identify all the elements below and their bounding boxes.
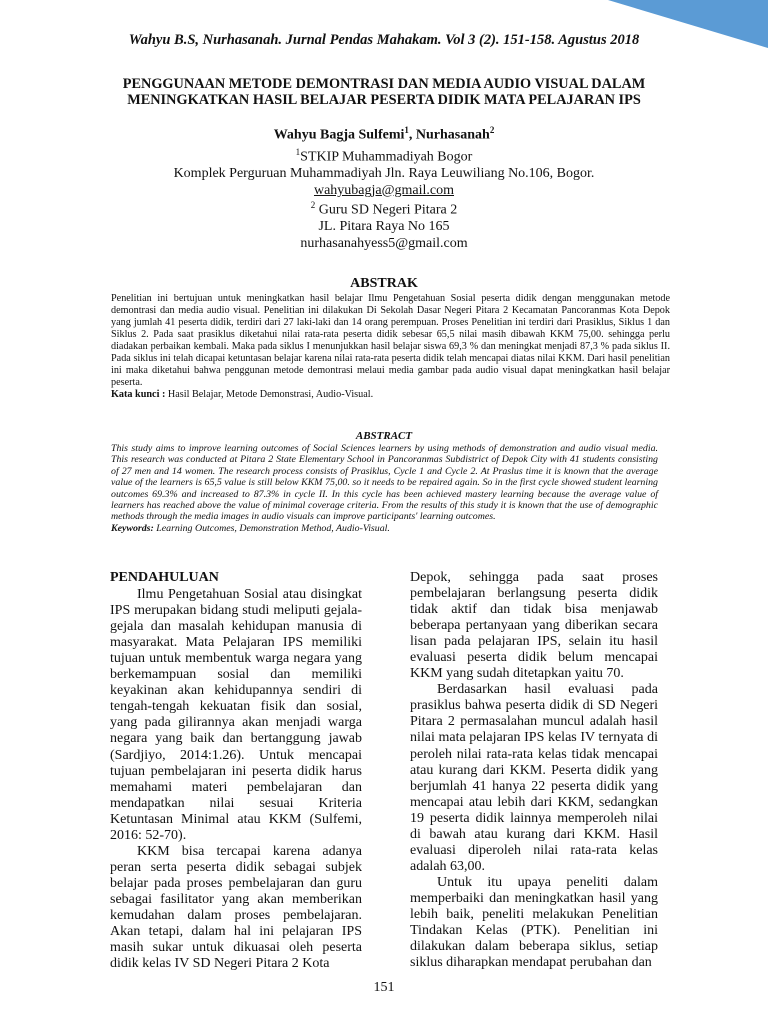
- paragraph: Untuk itu upaya peneliti dalam memperbaiki dan meningkatkan hasil yang lebih baik, peneliti melakukan Penelitian Tindakan Kelas (PTK). Penelitian ini dilakukan dalam beberapa siklus, setiap siklus diharapkan mendapat perubahan dan: [410, 874, 658, 971]
- author-1-email-link[interactable]: wahyubagja@gmail.com: [313, 182, 455, 198]
- paragraph: Ilmu Pengetahuan Sosial atau disingkat IPS merupakan bidang studi meliputi gejala-gejala dan masalah kehidupan manusia di masyarakat. Mata Pelajaran IPS memiliki tujuan untuk membentuk warga negara yang berkemampuan sosial dan memiliki keyakinan akan kehidupannya sendiri di tengah-tengah kekuatan fisik dan sosial, yang pada gilirannya akan menjadi warga negara yang baik dan bertanggung jawab (Sardjiyo, 2014:1.26). Untuk mencapai tujuan pembelajaran ini peserta didik harus memahami materi pembelajaran dan mendapatkan nilai sesuai Kriteria Ketuntasan Minimal atau KKM (Sulfemi, 2016: 52-70).: [110, 587, 362, 843]
- kata-kunci: Kata kunci : Hasil Belajar, Metode Demonstrasi, Audio-Visual.: [111, 388, 374, 400]
- body-column-right: [410, 570, 658, 971]
- abstract-section: [111, 443, 658, 534]
- paragraph: KKM bisa tercapai karena adanya peran serta peserta didik sebagai subjek belajar pada proses pembelajaran dan guru sebagai fasilitator yang akan memberikan kemudahan dalam proses pembelajaran. Akan tetapi, dalam hal ini pelajaran IPS masih sukar untuk dikuasai oleh peserta didik kelas IV SD Negeri Pitara 2 Kota: [110, 843, 362, 972]
- author-block: [0, 122, 768, 199]
- affiliation-1: $^1$STKIP Muhammadiyah Bogor: [295, 147, 473, 165]
- paragraph: Depok, sehingga pada saat proses pembelajaran berlangsung peserta didik tidak aktif dan tidak bisa menjawab beberapa pertanyaan yang diberikan secara lisan pada pelajaran IPS, selain itu hasil evaluasi peserta didik belum mencapai KKM yang sudah ditetapkan yaitu 70.: [410, 570, 658, 682]
- abstract-text: This study aims to improve learning outcomes of Social Sciences learners by using methods of demonstration and audio visual media. This research was conducted at Pitara 2 State Elementary School in Pancoranmas Subdistrict of Depok City with 41 students consisting of 27 men and 14 women. The research process consists of Prasiklus, Cycle 1 and Cycle 2. At Praslus time it is known that the average value of the learners is 65,5 value is still below KKM 75,00. so it needs to be repaired again. So in the first cycle showed student learning outcomes 69.3% and increased to 87.3% in cycle II. In this cycle has been achieved mastery learning because the average value of learners has reached above the value of minimal coverage criteria. From the results of this study it is known that the use of demographic methods through the media images in audio visuals can improve participants' learning outcomes.: [111, 443, 658, 523]
- author-names: Wahyu Bagja Sulfemi$^1$, Nurhasanah$^2$: [273, 125, 495, 143]
- affiliation-2: $^2$ Guru SD Negeri Pitara 2: [310, 200, 458, 218]
- author-1: Wahyu Bagja Sulfemi: [273, 127, 405, 143]
- page-number: 151: [373, 980, 395, 995]
- section-heading-pendahuluan: PENDAHULUAN: [110, 570, 219, 585]
- abstrak-heading: ABSTRAK: [350, 276, 418, 291]
- affiliation-2-address: JL. Pitara Raya No 165: [318, 219, 450, 235]
- abstrak-section: [111, 293, 670, 401]
- author-2: , Nurhasanah: [408, 127, 490, 143]
- journal-citation: Wahyu B.S, Nurhasanah. Jurnal Pendas Mahakam. Vol 3 (2). 151-158. Agustus 2018: [128, 32, 640, 48]
- keywords: Keywords: Learning Outcomes, Demonstration Method, Audio-Visual.: [111, 522, 390, 534]
- paper-title: [80, 76, 688, 108]
- author-2-email: nurhasanahyess5@gmail.com: [300, 235, 468, 251]
- paragraph: Berdasarkan hasil evaluasi pada prasiklus bahwa peserta didik di SD Negeri Pitara 2 permasalahan muncul adalah hasil nilai mata pelajaran IPS kelas IV ternyata di peroleh nilai rata-rata kelas tidak mencapai atau kurang dari KKM. Peserta didik yang berjumlah 41 hanya 22 peserta didik yang mencapai atau lebih dari KKM, sedangkan 19 peserta didik lainnya memperoleh nilai di bawah atau kurang dari KKM. Hasil evaluasi diperoleh nilai rata-rata kelas adalah 63,00.: [410, 682, 658, 874]
- abstrak-text: Penelitian ini bertujuan untuk meningkatkan hasil belajar Ilmu Pengetahuan Sosial peserta didik dengan menggunakan metode demontrasi dan media audio visual. Penelitian ini dilakukan Di Sekolah Dasar Negeri Pitara 2 Kecamatan Pancoranmas Kota Depok yang jumlah 41 peserta didik, terdiri dari 27 laki-laki dan 14 orang perempuan. Proses Penelitian ini terdiri dari Prasiklus, Siklus 1 dan Siklus 2. Pada saat prasiklus diketahui nilai rata-rata peserta didik sebesar 65,5 nilai masih dibawah KKM 75,00. sehingga perlu diadakan perbaikan kembali. Maka pada siklus I menunjukkan hasil belajar siswa 69,3 % dan meningkat menjadi 87,3 % pada siklus II. Pada siklus ini telah dicapai ketuntasan belajar karena nilai rata-rata peserta didik telah mencapai diatas nilai KKM. Dari hasil penelitian ini maka diketahui bahwa penggunan metode demontrasi melaui media gambar pada audio visual dapat meningkatkan hasil belajar peserta.: [111, 293, 670, 388]
- title-line-1: PENGGUNAAN METODE DEMONTRASI DAN MEDIA AUDIO VISUAL DALAM: [122, 76, 646, 92]
- affiliation-2-block: [0, 197, 768, 252]
- abstract-heading: ABSTRACT: [355, 430, 413, 442]
- affiliation-1-address: Komplek Perguruan Muhammadiyah Jln. Raya Leuwiliang No.106, Bogor.: [173, 166, 595, 182]
- title-line-2: MENINGKATKAN HASIL BELAJAR PESERTA DIDIK MATA PELAJARAN IPS: [127, 92, 641, 108]
- body-column-left: [110, 570, 362, 972]
